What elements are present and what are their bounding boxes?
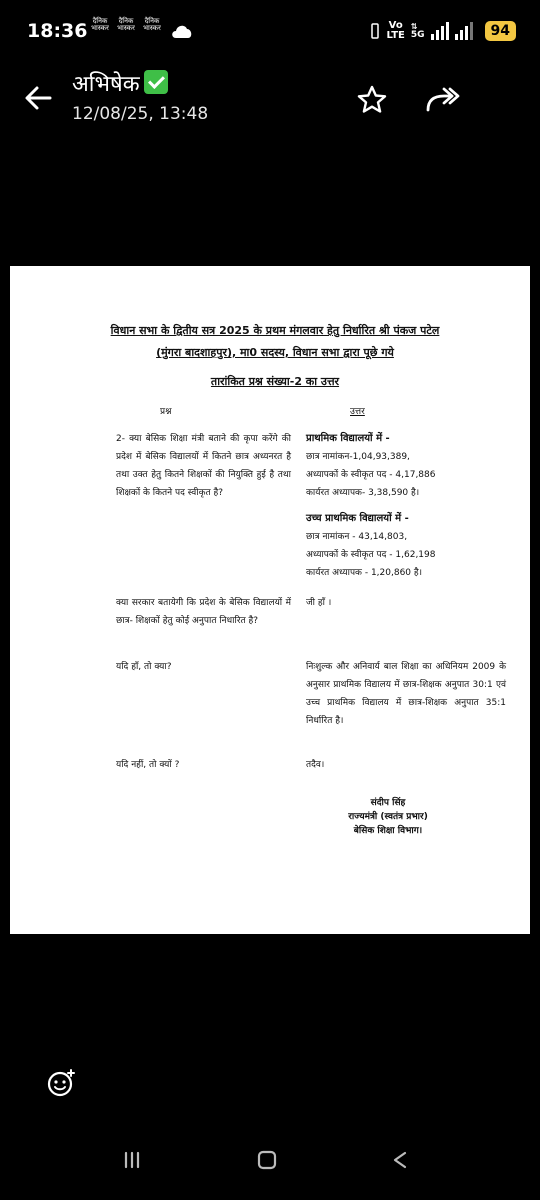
answer-column-header: उत्तर xyxy=(350,407,365,417)
answer-1-primary: प्राथमिक विद्यालयों में - छात्र नामांकन-1,04,93,389, अध्यापकों के स्वीकृत पद - 4,17,886 कार्यरत अध्यापक- 3,38,590 है। xyxy=(306,433,436,498)
dainik-bhaskar-notification-icon: दैनिक भास्कर xyxy=(143,17,161,32)
system-back-icon[interactable] xyxy=(390,1150,410,1170)
question-2: क्या सरकार बतायेगी कि प्रदेश के बेसिक विद्यालयों में छात्र- शिक्षकों हेतु कोई अनुपात निधारित है? xyxy=(116,598,291,626)
home-icon[interactable] xyxy=(257,1150,277,1170)
add-reaction-icon[interactable] xyxy=(46,1068,76,1098)
signal-strength-icon xyxy=(455,22,473,40)
status-bar xyxy=(0,0,540,62)
cloud-icon xyxy=(170,20,194,42)
back-arrow-icon[interactable] xyxy=(22,82,54,114)
contact-name: अभिषेक xyxy=(72,68,168,98)
document-subtitle: तारांकित प्रश्न संख्या-2 का उत्तर xyxy=(210,375,340,388)
answer-3: निःशुल्क और अनिवार्य बाल शिक्षा का अधिनियम 2009 के अनुसार प्राथमिक विद्यालय में छात्र-शिक्षक अनुपात 30:1 एवं उच्च प्राथमिक विद्यालय में छात्र-शिक्षक अनुपात 35:1 निर्धारित है। xyxy=(306,662,506,726)
question-1: 2- क्या बेसिक शिक्षा मंत्री बताने की कृपा करेंगे की प्रदेश में बेसिक विद्यालयों में कितने छात्र अध्यनरत है तथा उक्त हेतु कितने शिक्षकों की नियुक्ति हुई है तथा शिक्षकों के कितने पद स्वीकृत है? xyxy=(116,434,291,498)
signature-block: संदीप सिंह राज्यमंत्री (स्वतंत्र प्रभार) बेसिक शिक्षा विभाग। xyxy=(348,798,428,836)
network-type: ⇅ 5G xyxy=(410,22,425,40)
dainik-bhaskar-notification-icon: दैनिक भास्कर xyxy=(117,17,135,32)
star-icon[interactable] xyxy=(356,84,388,116)
message-timestamp: 12/08/25, 13:48 xyxy=(72,104,209,124)
question-4: यदि नहीं, तो क्यों ? xyxy=(116,760,180,770)
dainik-bhaskar-notification-icon: दैनिक भास्कर xyxy=(91,17,109,32)
vibrate-icon xyxy=(370,21,380,41)
question-3: यदि हाँ, तो क्या? xyxy=(116,662,172,672)
recent-apps-icon[interactable] xyxy=(122,1150,142,1170)
question-column-header: प्रश्न xyxy=(160,407,172,417)
answer-2: जी हाँ । xyxy=(306,598,332,608)
document-title: विधान सभा के द्वितीय सत्र 2025 के प्रथम मंगलवार हेतु निर्धारित श्री पंकज पटेल (मुंगरा बादशाहपुर), मा0 सदस्य, विधान सभा द्वारा पूछे गये xyxy=(110,324,440,359)
volte-indicator: Vo LTE xyxy=(386,20,405,41)
battery-indicator: 94 xyxy=(485,21,516,41)
status-time: 18:36 xyxy=(27,20,88,42)
signal-strength-icon xyxy=(431,22,449,40)
media-viewer-header xyxy=(0,62,540,142)
system-icons xyxy=(370,18,516,44)
verified-check-icon xyxy=(144,70,168,94)
document-image[interactable] xyxy=(10,266,530,934)
answer-1-upper-primary: उच्च प्राथमिक विद्यालयों में - छात्र नामांकन - 43,14,803, अध्यापकों के स्वीकृत पद - 1,62,198 कार्यरत अध्यापक - 1,20,860 है। xyxy=(306,513,436,578)
forward-icon[interactable] xyxy=(424,84,460,116)
data-arrows-icon: ⇅ xyxy=(410,22,418,31)
answer-4: तदैव। xyxy=(306,760,325,770)
